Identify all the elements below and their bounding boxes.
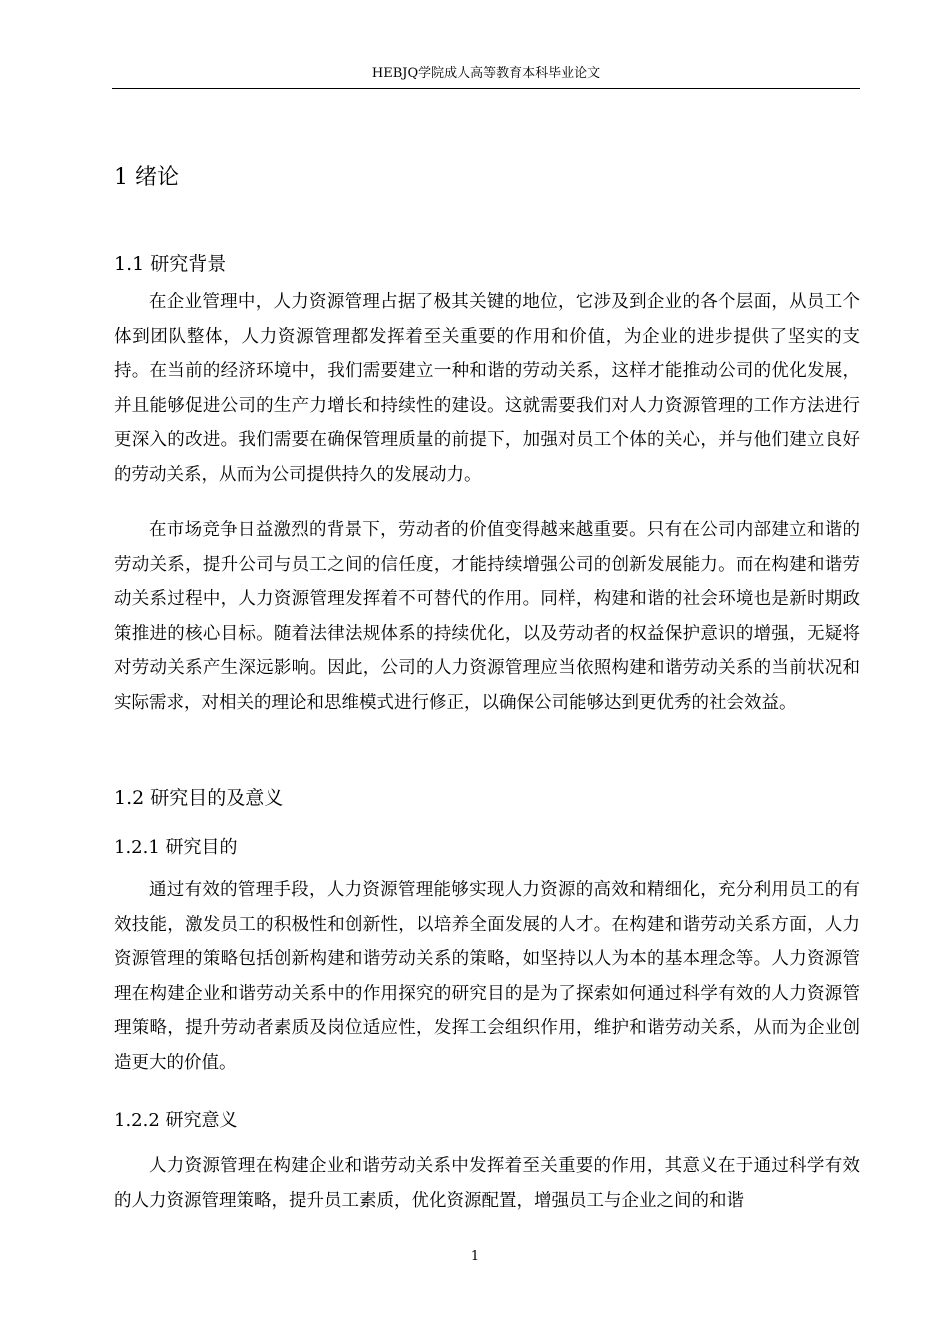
- section-1-2-1-paragraph: 通过有效的管理手段，人力资源管理能够实现人力资源的高效和精细化，充分利用员工的有效技能，激发员工的积极性和创新性，以培养全面发展的人才。在构建和谐劳动关系方面，人力资源管理的策略包括创新构建和谐劳动关系的策略，如坚持以人为本的基本理念等。人力资源管理在构建企业和谐劳动关系中的作用探究的研究目的是为了探索如何通过科学有效的人力资源管理策略，提升劳动者素质及岗位适应性，发挥工会组织作用，维护和谐劳动关系，从而为企业创造更大的价值。: [114, 880, 860, 1073]
- section-1-2-2-paragraph: 人力资源管理在构建企业和谐劳动关系中发挥着至关重要的作用，其意义在于通过科学有效的人力资源管理策略，提升员工素质，优化资源配置，增强员工与企业之间的和谐: [114, 1156, 860, 1211]
- section-1-1-heading: 1.1 研究背景: [114, 253, 227, 275]
- section-1-2-heading: 1.2 研究目的及意义: [114, 787, 284, 809]
- section-1-2-2-heading: 1.2.2 研究意义: [114, 1110, 238, 1131]
- section-1-2-1-heading: 1.2.1 研究目的: [114, 837, 238, 858]
- running-header: [112, 64, 860, 89]
- page-number: 1: [470, 1249, 480, 1264]
- section-1-1-paragraph-2: 在市场竞争日益激烈的背景下，劳动者的价值变得越来越重要。只有在公司内部建立和谐的劳动关系，提升公司与员工之间的信任度，才能持续增强公司的创新发展能力。而在构建和谐劳动关系过程中，人力资源管理发挥着不可替代的作用。同样，构建和谐的社会环境也是新时期政策推进的核心目标。随着法律法规体系的持续优化，以及劳动者的权益保护意识的增强，无疑将对劳动关系产生深远影响。因此，公司的人力资源管理应当依照构建和谐劳动关系的当前状况和实际需求，对相关的理论和思维模式进行修正，以确保公司能够达到更优秀的社会效益。: [114, 520, 860, 713]
- running-header-title: HEBJQ学院成人高等教育本科毕业论文: [371, 66, 601, 81]
- section-1-1-paragraph-1: 在企业管理中，人力资源管理占据了极其关键的地位，它涉及到企业的各个层面，从员工个体到团队整体，人力资源管理都发挥着至关重要的作用和价值，为企业的进步提供了坚实的支持。在当前的经济环境中，我们需要建立一种和谐的劳动关系，这样才能推动公司的优化发展，并且能够促进公司的生产力增长和持续性的建设。这就需要我们对人力资源管理的工作方法进行更深入的改进。我们需要在确保管理质量的前提下，加强对员工个体的关心，并与他们建立良好的劳动关系，从而为公司提供持久的发展动力。: [114, 292, 860, 485]
- chapter-title: 1 绪论: [114, 165, 179, 190]
